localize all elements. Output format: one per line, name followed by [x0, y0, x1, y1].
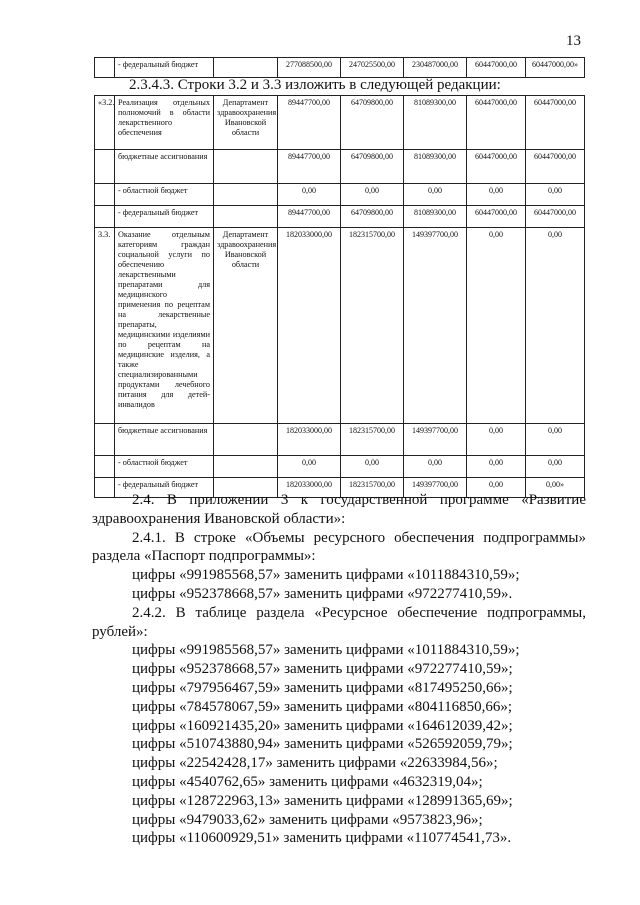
- cell-value: 60447000,00: [526, 206, 585, 228]
- cell-value: 149397700,00: [404, 424, 467, 456]
- cell-value: 149397700,00: [404, 228, 467, 424]
- cell-num: [95, 206, 115, 228]
- replacement-line: цифры «784578067,59» заменить цифрами «804116850,66»;: [132, 698, 513, 715]
- replacement-line: цифры «128722963,13» заменить цифрами «128991365,69»;: [132, 792, 513, 809]
- cell-value: 0,00: [526, 228, 585, 424]
- cell-value: 0,00: [526, 456, 585, 478]
- cell-value: 60447000,00: [467, 96, 526, 150]
- cell-num: [95, 184, 115, 206]
- cell-value: 60447000,00: [467, 206, 526, 228]
- replacement-line: цифры «4540762,65» заменить цифрами «4632319,04»;: [132, 773, 483, 790]
- replacement-line: цифры «952378668,57» заменить цифрами «972277410,59».: [132, 585, 513, 602]
- cell-value: 182033000,00: [278, 478, 341, 498]
- replacement-line: цифры «110600929,51» заменить цифрами «110774541,73».: [132, 830, 512, 847]
- paragraph-2-4-1: 2.4.1. В строке «Объемы ресурсного обеспечения подпрограммы» раздела «Паспорт подпрограммы»:: [92, 529, 586, 565]
- top-table: [94, 57, 585, 78]
- cell-value: 0,00: [404, 184, 467, 206]
- paragraph-2-4-2: 2.4.2. В таблице раздела «Ресурсное обеспечение подпрограммы, рублей»:: [92, 604, 586, 640]
- cell-value: 64709800,00: [341, 96, 404, 150]
- cell-value: 182315700,00: [341, 424, 404, 456]
- cell-num: [95, 424, 115, 456]
- replacement-line: цифры «797956467,59» заменить цифрами «817495250,66»;: [132, 679, 513, 696]
- document-body: [92, 491, 586, 848]
- cell-label: - федеральный бюджет: [115, 478, 214, 498]
- cell-value: 0,00: [278, 184, 341, 206]
- table-row: [95, 456, 585, 478]
- section-heading: 2.3.4.3. Строки 3.2 и 3.3 изложить в следующей редакции:: [129, 77, 501, 93]
- cell-label: - федеральный бюджет: [115, 206, 214, 228]
- table-row: [95, 96, 585, 150]
- cell-label: бюджетные ассигнования: [115, 424, 214, 456]
- cell-executor: Департамент здравоохранения Ивановской области: [214, 228, 278, 424]
- cell-executor: Департамент здравоохранения Ивановской области: [214, 96, 278, 150]
- cell-value: 0,00: [341, 184, 404, 206]
- cell-value: 0,00: [526, 424, 585, 456]
- cell-value: 60447000,00: [467, 150, 526, 184]
- cell-value: 0,00: [467, 456, 526, 478]
- cell-value: 60447000,00: [526, 96, 585, 150]
- table-row: [95, 184, 585, 206]
- cell-executor: [214, 206, 278, 228]
- replacement-line: цифры «952378668,57» заменить цифрами «972277410,59»;: [132, 661, 513, 678]
- cell-value: 0,00»: [526, 478, 585, 498]
- table-row: [95, 150, 585, 184]
- replacement-line: цифры «160921435,20» заменить цифрами «164612039,42»;: [132, 717, 513, 734]
- cell-value: 81089300,00: [404, 206, 467, 228]
- cell-value: 81089300,00: [404, 96, 467, 150]
- cell-value: 0,00: [467, 478, 526, 498]
- replacement-line: цифры «991985568,57» заменить цифрами «1011884310,59»;: [132, 567, 520, 584]
- cell-value: 60447000,00: [526, 150, 585, 184]
- cell-executor: [214, 150, 278, 184]
- main-table: [94, 95, 585, 498]
- cell-value: 0,00: [467, 424, 526, 456]
- paragraph-2-4: 2.4. В приложении 3 к государственной программе «Развитие здравоохранения Ивановской области»:: [92, 492, 586, 527]
- cell-value: 89447700,00: [278, 96, 341, 150]
- table-row: [95, 424, 585, 456]
- cell-value: 149397700,00: [404, 478, 467, 498]
- cell-num: [95, 456, 115, 478]
- cell-label: бюджетные ассигнования: [115, 150, 214, 184]
- cell-num: 3.3.: [95, 228, 115, 424]
- cell-value: 182315700,00: [341, 478, 404, 498]
- page-number: 13: [566, 33, 581, 49]
- cell-name: Оказание отдельным категориям граждан социальной услуги по обеспечению лекарственными препаратами для медицинского применения по рецептам на лекарственные препараты, медицинскими изделиями по рецептам на медицинские изделия, а также специализированными продуктами лечебного питания для детей-инвалидов: [115, 228, 214, 424]
- cell-value: 0,00: [467, 184, 526, 206]
- cell-executor: [214, 58, 278, 78]
- cell-value: 64709800,00: [341, 206, 404, 228]
- cell-label: - федеральный бюджет: [115, 58, 214, 78]
- cell-value: 0,00: [526, 184, 585, 206]
- cell-value: 247025500,00: [341, 58, 404, 78]
- cell-value: 64709800,00: [341, 150, 404, 184]
- cell-num: [95, 58, 115, 78]
- cell-value: 0,00: [467, 228, 526, 424]
- cell-value: 89447700,00: [278, 150, 341, 184]
- table-row: [95, 58, 585, 78]
- table-row: [95, 206, 585, 228]
- cell-value: 60447000,00: [467, 58, 526, 78]
- replacement-line: цифры «510743880,94» заменить цифрами «526592059,79»;: [132, 736, 513, 753]
- cell-value: 60447000,00»: [526, 58, 585, 78]
- replacement-line: цифры «9479033,62» заменить цифрами «9573823,96»;: [132, 811, 483, 828]
- cell-value: 277088500,00: [278, 58, 341, 78]
- cell-executor: [214, 184, 278, 206]
- cell-label: - областной бюджет: [115, 456, 214, 478]
- cell-value: 89447700,00: [278, 206, 341, 228]
- cell-value: 182315700,00: [341, 228, 404, 424]
- cell-value: 0,00: [341, 456, 404, 478]
- cell-name: Реализация отдельных полномочий в области лекарственного обеспечения: [115, 96, 214, 150]
- cell-value: 230487000,00: [404, 58, 467, 78]
- replacement-line: цифры «22542428,17» заменить цифрами «22633984,56»;: [132, 755, 498, 772]
- cell-value: 81089300,00: [404, 150, 467, 184]
- replacement-line: цифры «991985568,57» заменить цифрами «1011884310,59»;: [132, 642, 520, 659]
- cell-value: 182033000,00: [278, 228, 341, 424]
- cell-executor: [214, 456, 278, 478]
- cell-num: [95, 150, 115, 184]
- cell-value: 182033000,00: [278, 424, 341, 456]
- cell-executor: [214, 424, 278, 456]
- cell-label: - областной бюджет: [115, 184, 214, 206]
- cell-value: 0,00: [278, 456, 341, 478]
- table-row: [95, 228, 585, 424]
- cell-num: «3.2.: [95, 96, 115, 150]
- cell-value: 0,00: [404, 456, 467, 478]
